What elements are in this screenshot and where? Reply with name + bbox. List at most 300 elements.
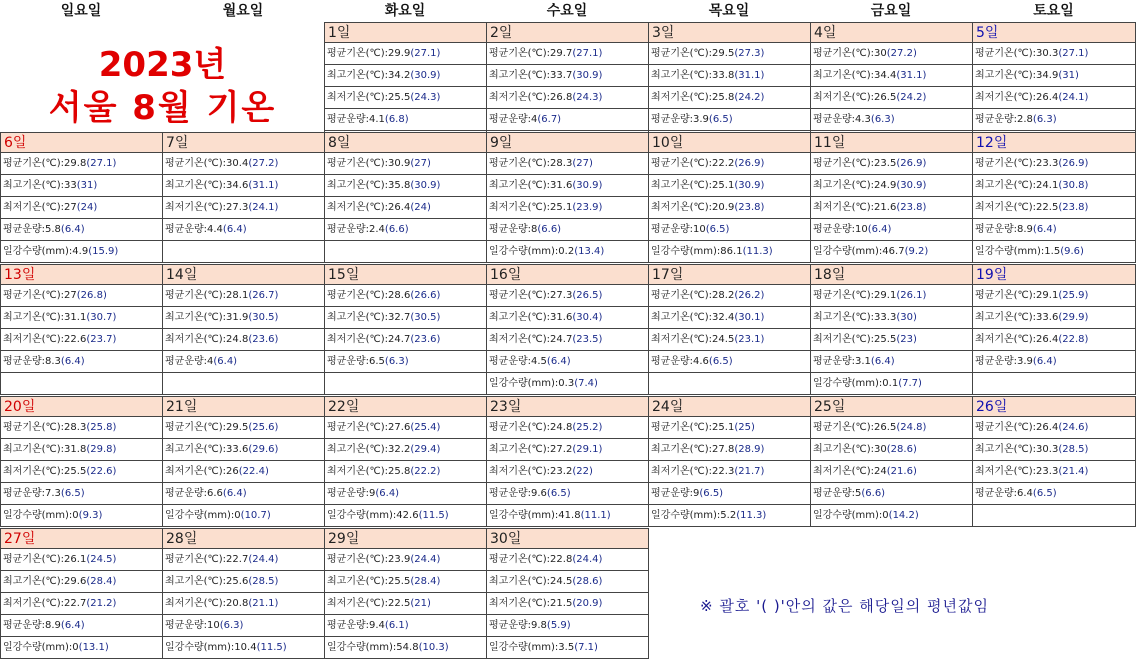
max-normal-value: (29.4) [410,444,441,455]
row-cloud [1,482,162,504]
row-min [325,592,486,614]
cloud-value: 평균운량:6.4 [975,488,1033,499]
max-normal-value: (30.9) [896,180,927,191]
row-min [1,328,162,350]
rain-normal-value: (10.3) [418,642,449,653]
avg-value: 평균기온(℃):28.1 [165,290,249,301]
avg-normal-value: (26.1) [896,290,927,301]
max-value: 최고기온(℃):33.6 [975,312,1059,323]
min-normal-value: (22) [572,466,593,477]
row-cloud [973,350,1135,372]
min-normal-value: (21.1) [248,598,279,609]
day-cell [486,528,649,659]
max-normal-value: (30.5) [248,312,279,323]
avg-value: 평균기온(℃):30.9 [327,158,411,169]
cloud-value: 평균운량:4.3 [813,114,871,125]
cloud-normal-value: (6.4) [1032,224,1057,235]
day-cell [162,528,325,659]
row-min [811,460,972,482]
rain-value: 일강수량(mm):0.3 [489,378,575,389]
row-max [811,64,972,86]
cloud-value: 평균운량:4.6 [651,356,709,367]
cloud-value: 평균운량:3.9 [975,356,1033,367]
rain-value: 일강수량(mm):0 [813,510,889,521]
weekday-2: 화요일 [384,3,426,19]
cloud-normal-value: (6.8) [384,114,409,125]
cloud-normal-value: (5.9) [546,620,571,631]
row-rain [487,636,648,658]
cloud-value: 평균운량:4.1 [327,114,385,125]
max-normal-value: (29.1) [572,444,603,455]
row-rain [163,504,324,526]
cloud-value: 평균운량:3.9 [651,114,709,125]
row-max [163,570,324,592]
row-min [973,460,1135,482]
day-cell [162,396,325,527]
cloud-value: 평균운량:9 [327,488,376,499]
min-normal-value: (20.9) [572,598,603,609]
row-min [1,196,162,218]
cloud-value: 평균운량:10 [813,224,868,235]
max-normal-value: (28.4) [410,576,441,587]
day-number: 24일 [649,396,810,416]
avg-normal-value: (26.7) [248,290,279,301]
day-cell [162,264,325,395]
cloud-normal-value: (6.5) [708,114,733,125]
rain-value: 일강수량(mm):0 [3,642,79,653]
max-normal-value: (30.5) [410,312,441,323]
row-rain [973,240,1135,262]
row-rain [325,504,486,526]
cloud-normal-value: (6.1) [384,620,409,631]
row-min [163,328,324,350]
min-value: 최저기온(℃):22.3 [651,466,735,477]
rain-value: 일강수량(mm):0 [3,510,79,521]
avg-value: 평균기온(℃):22.2 [651,158,735,169]
avg-value: 평균기온(℃):29.1 [975,290,1059,301]
row-rain [811,372,972,394]
row-cloud [649,482,810,504]
cloud-normal-value: (6.6) [384,224,409,235]
cloud-normal-value: (6.6) [537,224,562,235]
avg-normal-value: (27.1) [572,48,603,59]
min-value: 최저기온(℃):26.8 [489,92,573,103]
max-value: 최고기온(℃):34.4 [813,70,897,81]
min-value: 최저기온(℃):20.9 [651,202,735,213]
row-rain [487,504,648,526]
day-number: 26일 [973,396,1135,416]
row-max [811,438,972,460]
min-value: 최저기온(℃):21.6 [813,202,897,213]
cloud-value: 평균운량:8 [489,224,538,235]
row-min [325,460,486,482]
row-rain [1,240,162,262]
day-number: 6일 [1,132,162,152]
row-rain [649,372,810,394]
avg-normal-value: (26.8) [76,290,107,301]
row-avg [325,284,486,306]
max-normal-value: (28.9) [734,444,765,455]
max-normal-value: (28.5) [248,576,279,587]
avg-normal-value: (26.9) [734,158,765,169]
weekday-4: 목요일 [708,3,750,19]
row-avg [325,152,486,174]
row-min [649,328,810,350]
row-rain [163,240,324,262]
cloud-normal-value: (6.4) [375,488,400,499]
day-cell [0,264,163,395]
day-number: 8일 [325,132,486,152]
min-value: 최저기온(℃):24.8 [165,334,249,345]
day-number: 20일 [1,396,162,416]
avg-value: 평균기온(℃):28.6 [327,290,411,301]
day-number: 16일 [487,264,648,284]
row-min [649,196,810,218]
avg-normal-value: (26.9) [1058,158,1089,169]
avg-value: 평균기온(℃):27.6 [327,422,411,433]
cloud-value: 평균운량:8.9 [975,224,1033,235]
row-cloud [973,218,1135,240]
avg-value: 평균기온(℃):30.4 [165,158,249,169]
row-rain [1,636,162,658]
row-rain [811,504,972,526]
day-number: 22일 [325,396,486,416]
max-normal-value: (31.1) [896,70,927,81]
day-number: 1일 [325,22,486,42]
min-value: 최저기온(℃):24.7 [489,334,573,345]
row-rain [973,372,1135,394]
max-normal-value: (30.9) [410,70,441,81]
max-normal-value: (30) [896,312,917,323]
day-number: 23일 [487,396,648,416]
cloud-value: 평균운량:10 [651,224,706,235]
avg-value: 평균기온(℃):29.9 [327,48,411,59]
row-max [1,438,162,460]
row-min [487,86,648,108]
row-avg [487,548,648,570]
max-normal-value: (30.9) [572,180,603,191]
max-value: 최고기온(℃):25.1 [651,180,735,191]
row-rain [649,240,810,262]
cloud-value: 평균운량:7.3 [3,488,61,499]
min-value: 최저기온(℃):26.4 [975,334,1059,345]
row-max [973,64,1135,86]
avg-normal-value: (25.6) [248,422,279,433]
max-value: 최고기온(℃):31.6 [489,312,573,323]
row-cloud [163,614,324,636]
max-value: 최고기온(℃):27.8 [651,444,735,455]
day-cell [648,132,811,263]
row-max [487,438,648,460]
row-min [163,592,324,614]
rain-normal-value: (13.1) [78,642,109,653]
rain-normal-value: (11.5) [418,510,449,521]
row-min [325,86,486,108]
cloud-normal-value: (6.4) [60,620,85,631]
row-max [1,570,162,592]
avg-normal-value: (27.1) [1058,48,1089,59]
avg-value: 평균기온(℃):25.1 [651,422,735,433]
avg-value: 평균기온(℃):22.8 [489,554,573,565]
max-value: 최고기온(℃):31.6 [489,180,573,191]
row-cloud [487,482,648,504]
avg-normal-value: (27.1) [86,158,117,169]
day-number: 21일 [163,396,324,416]
row-rain [163,636,324,658]
cloud-normal-value: (6.4) [213,356,238,367]
row-min [325,328,486,350]
row-min [649,86,810,108]
max-normal-value: (30.9) [734,180,765,191]
day-cell [972,264,1136,395]
row-avg [487,284,648,306]
day-number: 15일 [325,264,486,284]
max-value: 최고기온(℃):33 [3,180,77,191]
cloud-value: 평균운량:9.6 [489,488,547,499]
row-cloud [487,218,648,240]
avg-normal-value: (25.4) [410,422,441,433]
rain-normal-value: (11.3) [736,510,767,521]
max-value: 최고기온(℃):24.5 [489,576,573,587]
row-min [487,592,648,614]
row-avg [1,284,162,306]
day-number: 2일 [487,22,648,42]
avg-value: 평균기온(℃):24.8 [489,422,573,433]
cloud-normal-value: (6.4) [867,224,892,235]
row-cloud [1,350,162,372]
row-cloud [163,482,324,504]
row-avg [811,152,972,174]
day-cell [324,528,487,659]
min-normal-value: (24) [410,202,431,213]
avg-normal-value: (27) [572,158,593,169]
avg-normal-value: (27.2) [248,158,279,169]
rain-value: 일강수량(mm):3.5 [489,642,575,653]
min-normal-value: (23.6) [248,334,279,345]
day-cell [324,396,487,527]
min-value: 최저기온(℃):25.8 [651,92,735,103]
weekday-0: 일요일 [60,3,102,19]
max-value: 최고기온(℃):33.6 [165,444,249,455]
cloud-normal-value: (6.4) [60,224,85,235]
min-normal-value: (24.1) [248,202,279,213]
row-rain [973,504,1135,526]
row-avg [811,284,972,306]
avg-normal-value: (25.8) [86,422,117,433]
day-cell [0,132,163,263]
max-value: 최고기온(℃):34.9 [975,70,1059,81]
cloud-normal-value: (6.4) [1032,356,1057,367]
row-max [649,174,810,196]
row-avg [973,284,1135,306]
row-max [487,64,648,86]
min-normal-value: (23.9) [572,202,603,213]
day-number: 14일 [163,264,324,284]
max-normal-value: (31) [76,180,98,191]
min-value: 최저기온(℃):20.8 [165,598,249,609]
max-normal-value: (28.6) [572,576,603,587]
row-avg [973,152,1135,174]
min-normal-value: (22.2) [410,466,441,477]
min-value: 최저기온(℃):27.3 [165,202,249,213]
min-value: 최저기온(℃):25.8 [327,466,411,477]
avg-normal-value: (26.9) [896,158,927,169]
rain-normal-value: (11.1) [580,510,611,521]
min-normal-value: (21.2) [86,598,117,609]
row-avg [649,416,810,438]
max-value: 최고기온(℃):31.9 [165,312,249,323]
rain-value: 일강수량(mm):4.9 [3,246,89,257]
row-min [649,460,810,482]
row-avg [1,416,162,438]
min-normal-value: (21) [410,598,431,609]
cloud-normal-value: (6.4) [222,488,247,499]
min-normal-value: (24.3) [572,92,603,103]
rain-normal-value: (10.7) [240,510,271,521]
day-cell [162,132,325,263]
row-cloud [649,350,810,372]
rain-value: 일강수량(mm):1.5 [975,246,1061,257]
day-number: 27일 [1,528,162,548]
row-rain [325,240,486,262]
max-value: 최고기온(℃):31.1 [3,312,87,323]
row-cloud [325,482,486,504]
cloud-value: 평균운량:3.1 [813,356,871,367]
min-normal-value: (24.1) [1058,92,1089,103]
cloud-value: 평균운량:4 [165,356,214,367]
max-normal-value: (30.9) [572,70,603,81]
avg-value: 평균기온(℃):23.5 [813,158,897,169]
row-cloud [973,108,1135,130]
max-normal-value: (28.6) [886,444,917,455]
max-value: 최고기온(℃):31.8 [3,444,87,455]
row-avg [325,42,486,64]
avg-normal-value: (27.1) [410,48,441,59]
min-value: 최저기온(℃):26.5 [813,92,897,103]
min-normal-value: (21.7) [734,466,765,477]
row-cloud [973,482,1135,504]
min-value: 최저기온(℃):22.7 [3,598,87,609]
cloud-value: 평균운량:5.8 [3,224,61,235]
cloud-normal-value: (6.3) [219,620,244,631]
rain-normal-value: (11.5) [256,642,287,653]
min-value: 최저기온(℃):24 [813,466,887,477]
min-value: 최저기온(℃):22.6 [3,334,87,345]
min-value: 최저기온(℃):26.4 [327,202,411,213]
row-cloud [325,614,486,636]
day-number: 28일 [163,528,324,548]
row-rain [1,372,162,394]
row-min [487,328,648,350]
row-cloud [487,350,648,372]
avg-value: 평균기온(℃):26.5 [813,422,897,433]
max-normal-value: (28.4) [86,576,117,587]
row-max [487,306,648,328]
min-normal-value: (21.4) [1058,466,1089,477]
row-min [973,196,1135,218]
row-cloud [811,482,972,504]
max-value: 최고기온(℃):25.5 [327,576,411,587]
cloud-normal-value: (6.4) [546,356,571,367]
min-normal-value: (23) [896,334,917,345]
cloud-normal-value: (6.5) [546,488,571,499]
cloud-value: 평균운량:2.4 [327,224,385,235]
min-value: 최저기온(℃):21.5 [489,598,573,609]
rain-normal-value: (15.9) [88,246,119,257]
min-value: 최저기온(℃):25.1 [489,202,573,213]
row-rain [325,372,486,394]
row-avg [973,42,1135,64]
day-cell [648,264,811,395]
row-rain [325,636,486,658]
avg-value: 평균기온(℃):28.3 [3,422,87,433]
day-cell [810,396,973,527]
cloud-normal-value: (6.4) [222,224,247,235]
min-value: 최저기온(℃):22.5 [975,202,1059,213]
weekday-6: 토요일 [1033,3,1074,19]
day-number: 9일 [487,132,648,152]
max-value: 최고기온(℃):32.4 [651,312,735,323]
weekday-1: 월요일 [222,3,264,19]
day-cell [324,132,487,263]
row-max [325,306,486,328]
avg-value: 평균기온(℃):29.7 [489,48,573,59]
cloud-normal-value: (6.5) [708,356,733,367]
row-avg [325,548,486,570]
day-cell [810,132,973,263]
row-cloud [1,614,162,636]
min-value: 최저기온(℃):24.7 [327,334,411,345]
row-cloud [811,218,972,240]
avg-normal-value: (24.4) [572,554,603,565]
row-cloud [649,108,810,130]
cloud-value: 평균운량:9 [651,488,700,499]
row-max [1,174,162,196]
avg-normal-value: (25.2) [572,422,603,433]
rain-normal-value: (9.6) [1060,246,1084,257]
max-normal-value: (29.8) [86,444,117,455]
row-avg [649,152,810,174]
max-value: 최고기온(℃):24.1 [975,180,1059,191]
cloud-value: 평균운량:4 [489,114,538,125]
title-year: 2023년 [98,45,227,85]
rain-normal-value: (14.2) [888,510,919,521]
avg-normal-value: (26.5) [572,290,603,301]
row-max [811,174,972,196]
day-number: 19일 [973,264,1135,284]
weekday-5: 금요일 [870,3,912,19]
max-normal-value: (30.4) [572,312,603,323]
rain-value: 일강수량(mm):5.2 [651,510,737,521]
min-normal-value: (24) [76,202,98,213]
rain-value: 일강수량(mm):0 [165,510,241,521]
cloud-value: 평균운량:5 [813,488,862,499]
avg-normal-value: (24.5) [86,554,117,565]
min-normal-value: (23.8) [734,202,765,213]
day-cell [810,264,973,395]
rain-normal-value: (13.4) [574,246,605,257]
cloud-value: 평균운량:9.8 [489,620,547,631]
cloud-value: 평균운량:6.6 [165,488,223,499]
rain-normal-value: (9.2) [904,246,929,257]
row-avg [487,152,648,174]
row-min [487,460,648,482]
row-max [973,306,1135,328]
row-max [163,174,324,196]
avg-value: 평균기온(℃):30 [813,48,887,59]
row-cloud [1,218,162,240]
row-cloud [325,350,486,372]
